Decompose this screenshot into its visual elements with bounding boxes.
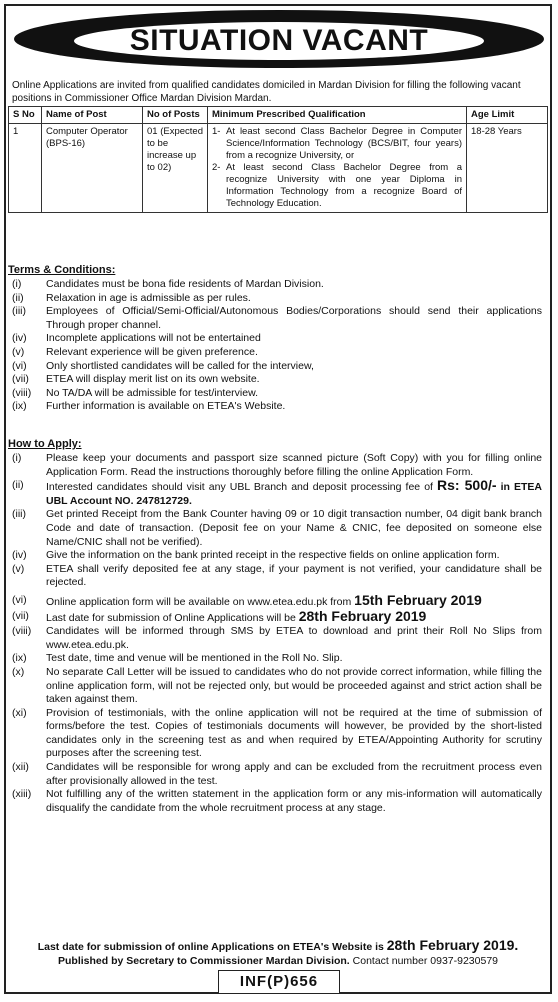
footer-deadline-text: Last date for submission of online Applications on ETEA's Website is xyxy=(37,941,387,953)
list-item: (i) Candidates must be bona fide residents of Mardan Division. xyxy=(12,278,324,290)
apply-section xyxy=(8,438,548,815)
last-date: 28th February 2019 xyxy=(298,607,427,624)
title-banner xyxy=(14,10,544,68)
cell-post: Computer Operator (BPS-16) xyxy=(42,124,143,213)
list-item: (ix) Test date, time and venue will be mentioned in the Roll No. Slip. xyxy=(12,652,343,665)
header-sno: S No xyxy=(9,107,42,124)
list-item: (iv) Give the information on the bank printed receipt in the respective fields on online application form. xyxy=(12,549,500,562)
cell-posts: 01 (Expected to be increase up to 02) xyxy=(143,124,208,213)
terms-title: Terms & Conditions: xyxy=(8,264,116,276)
cell-age: 18-28 Years xyxy=(467,124,548,213)
cell-sno: 1 xyxy=(9,124,42,213)
list-item: (xii) Candidates will be responsible for wrong apply and can be excluded from the recruitment process even after provisionally allowed in the test. xyxy=(12,761,542,787)
fee-amount: Rs: 500/- xyxy=(437,477,497,494)
list-item: (i) Please keep your documents and passport size scanned picture (Soft Copy) with you for filling online Application Form. Read the instructions thoroughly before filling the online Application Form. xyxy=(12,452,542,478)
apply-title: How to Apply: xyxy=(8,438,82,450)
footer-contact: Contact number 0937-9230579 xyxy=(349,955,499,967)
footer-deadline-date: 28th February 2019. xyxy=(386,937,519,953)
footer xyxy=(8,938,548,968)
list-item: (ii) Interested candidates should visit any UBL Branch and deposit processing fee of Rs: 500/- in ETEA UBL Account NO. 247812729. xyxy=(12,477,543,507)
cell-qualification: 1- At least second Class Bachelor Degree in Computer Science/Information Technology (BCS/BIT, four years) from a recognize University, or 2- At least second Class Bachelor Degree from a recognize University with one year Diploma in Information Technology from a recognize Board of Technology Education. xyxy=(208,124,467,213)
list-item: (iii) Employees of Official/Semi-Official/Autonomous Bodies/Corporations should send their applications Through proper channel. xyxy=(12,305,542,331)
list-item: (vi) Online application form will be available on www.etea.edu.pk from 15th February 2019 xyxy=(12,591,482,608)
header-age: Age Limit xyxy=(467,107,548,124)
footer-publisher: Published by Secretary to Commissioner Mardan Division. xyxy=(57,955,350,967)
header-post: Name of Post xyxy=(42,107,143,124)
posts-table xyxy=(8,106,548,213)
qualification-2: At least second Class Bachelor Degree from a recognize University with one year Diploma in Information Technology from a recognize Board of Technology Education. xyxy=(226,162,462,209)
list-item: (vii) ETEA will display merit list on its own website. xyxy=(12,373,260,386)
list-item: (vii) Last date for submission of Online Applications will be 28th February 2019 xyxy=(12,607,427,624)
table-row xyxy=(9,124,548,213)
list-item: (viii) No TA/DA will be admissible for test/interview. xyxy=(12,386,259,399)
intro-text: Online Applications are invited from qualified candidates domiciled in Mardan Division for filling the following vacant positions in Commissioner Office Mardan Division Mardan. xyxy=(12,80,521,104)
list-item: (v) ETEA shall verify deposited fee at any stage, if your payment is not verified, your candidature shall be rejected. xyxy=(12,562,542,589)
list-item: (xiii) Not fulfilling any of the written statement in the application form or any mis-information will automatically disqualify the candidate from the whole recruitment process at any stage. xyxy=(12,788,542,814)
list-item: (x) No separate Call Letter will be issued to candidates who do not provide correct information, while filling the online application form, will not be rejected only, but would be proceeded against and strict action shall be taken against them. xyxy=(12,665,542,706)
table-header-row xyxy=(9,107,548,124)
list-item: (ii) Relaxation in age is admissible as per rules. xyxy=(12,291,251,304)
list-item: (iv) Incomplete applications will not be entertained xyxy=(12,332,261,345)
terms-section xyxy=(8,264,548,414)
header-qualification: Minimum Prescribed Qualification xyxy=(208,107,467,124)
list-item: (vi) Only shortlisted candidates will be called for the interview, xyxy=(12,359,314,372)
list-item: (viii) Candidates will be informed through SMS by ETEA to download and print their Roll No Slips from www.etea.edu.pk. xyxy=(12,625,542,651)
qualification-1: At least second Class Bachelor Degree in Computer Science/Information Technology (BCS/BIT, four years) from a recognize University, or xyxy=(226,126,462,161)
list-item: (ix) Further information is available on ETEA's Website. xyxy=(12,400,286,413)
page-title: SITUATION VACANT xyxy=(129,24,429,57)
account-number: in ETEA UBL Account NO. 247812729. xyxy=(46,481,543,507)
inf-reference-badge: INF(P)656 xyxy=(218,970,340,994)
start-date: 15th February 2019 xyxy=(354,591,482,608)
header-posts: No of Posts xyxy=(143,107,208,124)
list-item: (xi) Provision of testimonials, with the online application will not be required at the time of submission of forms/before the test. Copies of testimonials documents will however, be provided by the short-listed candidates only in the screening test as and when required by ETEA/Appointing Authority for scrutiny purposes after the screening test. xyxy=(12,706,542,760)
list-item: (v) Relevant experience will be given preference. xyxy=(12,345,258,358)
list-item: (iii) Get printed Receipt from the Bank Counter having 09 or 10 digit transaction number, 04 digit bank branch Code and date of transaction. (Deposit fee on your Name & CNIC, fee deposited on someone else Name/CNIC shall not be verified). xyxy=(12,508,542,548)
